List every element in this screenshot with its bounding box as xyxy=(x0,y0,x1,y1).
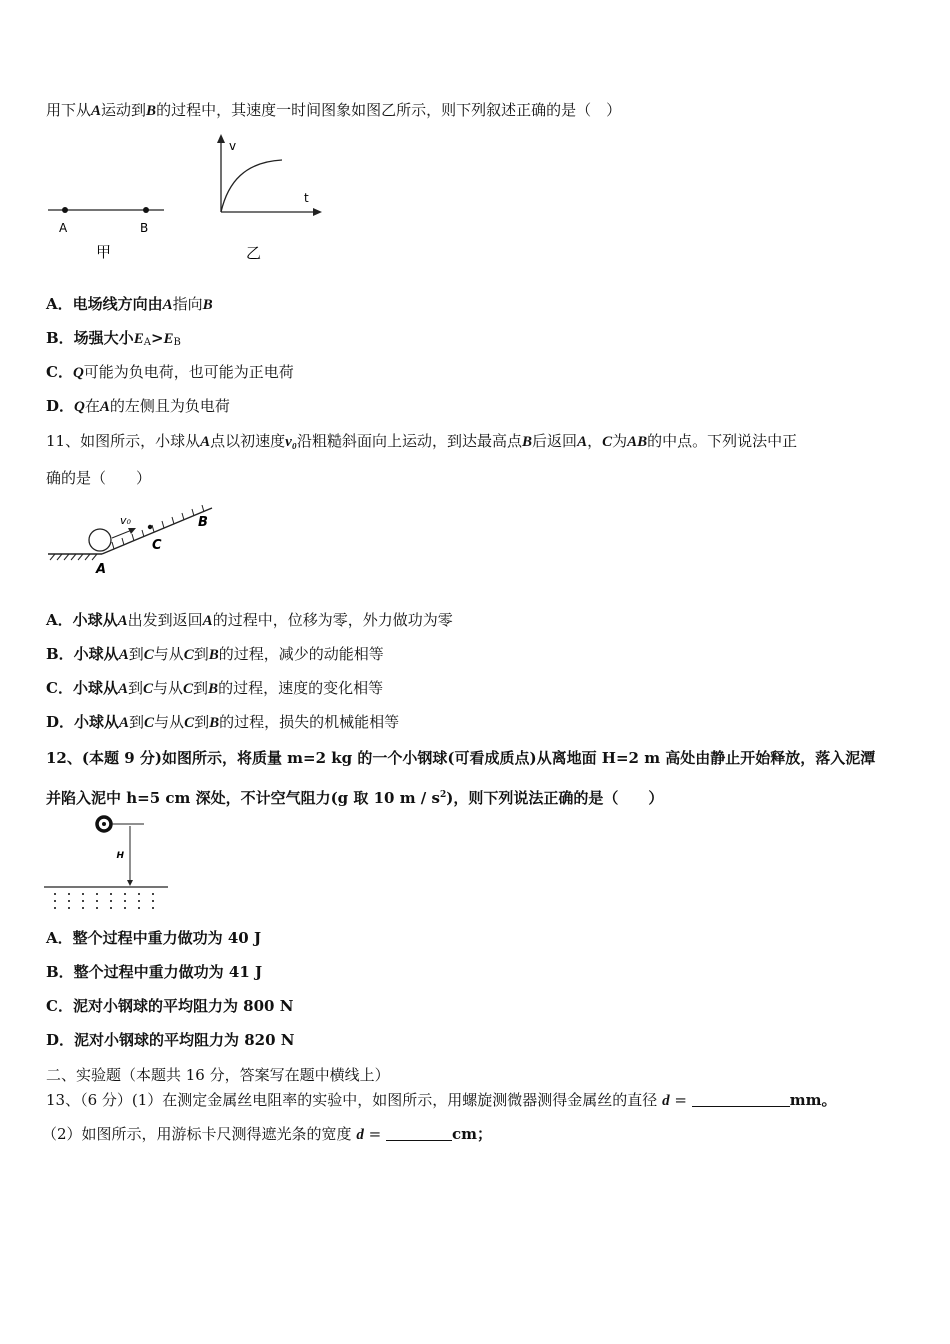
width-blank[interactable] xyxy=(386,1126,452,1141)
incline-label-c: C xyxy=(152,538,162,553)
fig1-caption: 甲 xyxy=(96,243,112,261)
fig2-caption: 乙 xyxy=(246,244,262,262)
q11-stem-line2: 确的是（ ） xyxy=(46,469,152,487)
q12-option-c: C．泥对小钢球的平均阻力为 800 N xyxy=(46,997,294,1015)
figure-yi xyxy=(200,130,330,265)
q11-stem-line1: 11、如图所示，小球从A点以初速度v₀沿粗糙斜面向上运动，到达最高点B后返回A，C为AB的中点。下列说法中正 xyxy=(46,432,798,450)
fig1-label-a: A xyxy=(59,221,68,235)
q10-option-b: B．场强大小$E_A>E_B$ xyxy=(46,329,181,348)
q11-option-c: C．小球从A到C与从C到B的过程，速度的变化相等 xyxy=(46,679,384,697)
incline-v0-label: v₀ xyxy=(120,514,131,527)
q10-option-c: C．Q可能为负电荷，也可能为正电荷 xyxy=(46,363,294,381)
figure-ball-drop xyxy=(40,812,175,917)
intro-line: 用下从A运动到B的过程中，其速度一时间图象如图乙所示，则下列叙述正确的是（ ） xyxy=(46,101,622,119)
q12-stem-line2: 并陷入泥中 h=5 cm 深处，不计空气阻力(g 取 10 m / $s^2$)，则下列说法正确的是（ ） xyxy=(46,789,664,807)
figure-jia xyxy=(40,195,175,265)
ball xyxy=(89,529,111,551)
q11-option-a: A．小球从A出发到返回A的过程中，位移为零，外力做功为零 xyxy=(46,611,453,629)
incline-label-b: B xyxy=(198,515,208,530)
q12-option-b: B．整个过程中重力做功为 41 J xyxy=(46,963,263,981)
q12-option-a: A．整个过程中重力做功为 40 J xyxy=(46,929,262,947)
diameter-blank[interactable] xyxy=(692,1092,790,1107)
axis-t-label: t xyxy=(304,191,309,205)
q11-option-d: D．小球从A到C与从C到B的过程，损失的机械能相等 xyxy=(46,713,400,731)
q12-option-d: D．泥对小钢球的平均阻力为 820 N xyxy=(46,1031,295,1049)
q12-stem-line1: 12、(本题 9 分)如图所示，将质量 m=2 kg 的一个小钢球(可看成质点)从离地面 H=2 m 高处由静止开始释放，落入泥潭 xyxy=(46,749,876,767)
section-heading: 二、实验题（本题共 16 分，答案写在题中横线上） xyxy=(46,1066,390,1084)
incline-label-a: A xyxy=(96,562,107,577)
q13-line2: （2）如图所示，用游标卡尺测得遮光条的宽度 d = cm； xyxy=(42,1125,492,1143)
fig1-label-b: B xyxy=(140,221,149,235)
figure-incline xyxy=(40,505,230,580)
q10-option-d: D．Q在A的左侧且为负电荷 xyxy=(46,397,230,415)
q10-option-a: A．电场线方向由A指向B xyxy=(46,295,213,313)
height-label: H xyxy=(116,851,124,861)
axis-v-label: v xyxy=(229,139,237,153)
q11-option-b: B．小球从A到C与从C到B的过程，减少的动能相等 xyxy=(46,645,384,663)
velocity-curve xyxy=(221,160,282,212)
q13-line1: 13、（6 分）(1）在测定金属丝电阻率的实验中，如图所示，用螺旋测微器测得金属丝的直径 d = mm。 xyxy=(46,1091,837,1109)
